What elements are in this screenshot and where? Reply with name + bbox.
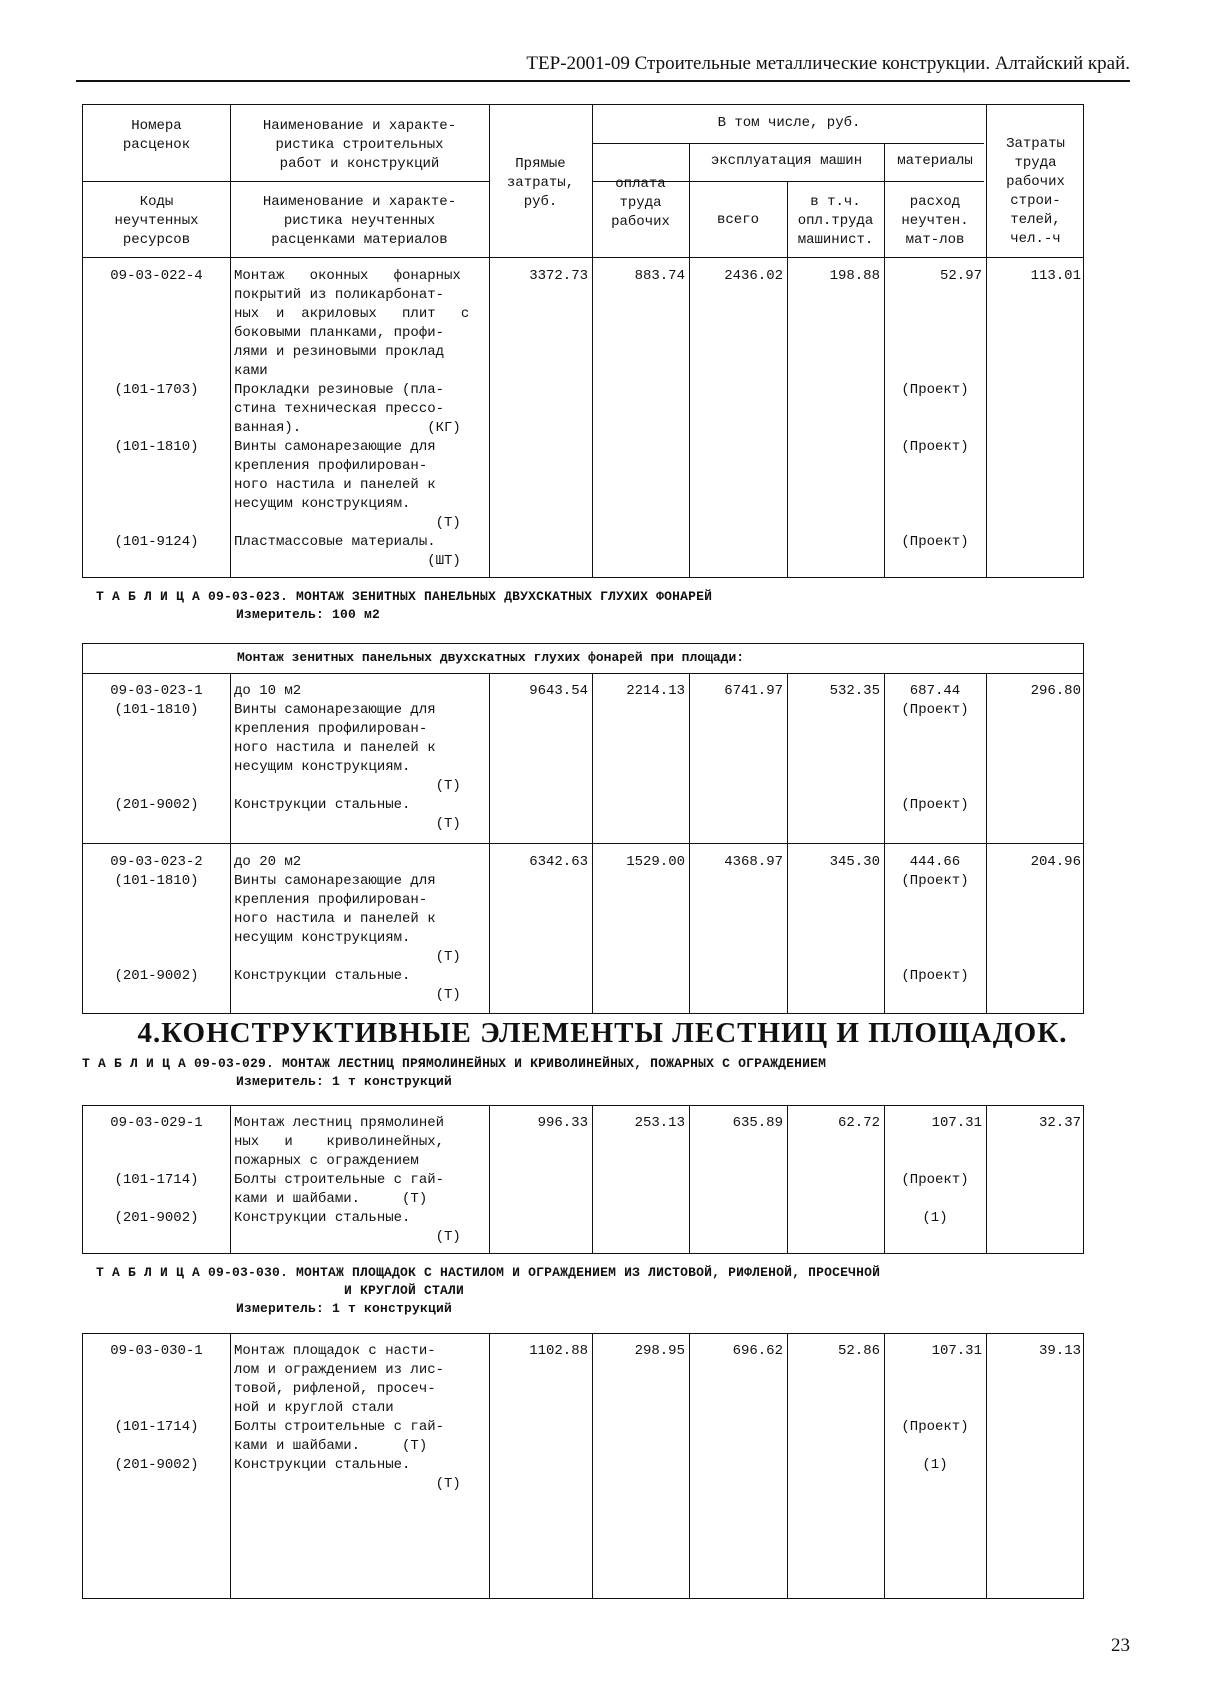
operators-cost: 62.72 — [837, 1115, 880, 1131]
labor-cost: 296.80 — [1030, 683, 1081, 699]
header-materials-usage: расход неучтен. мат-лов — [901, 194, 969, 248]
table-030-measure: Измеритель: 1 т конструкций — [236, 1301, 453, 1316]
labor-cost: 204.96 — [1030, 854, 1081, 870]
page-number: 23 — [1111, 1635, 1130, 1656]
header-work-name: Наименование и характе- ристика строительных работ и конструкций — [262, 118, 457, 172]
resource-value: (Проект) — [901, 439, 969, 455]
table-023-subheader: Монтаж зенитных панельных двухскатных глухих фонарей при площади: — [237, 650, 745, 665]
table-030 — [82, 1333, 1084, 1599]
resource-value: (Проект) — [901, 534, 969, 550]
header-machines: эксплуатация машин — [710, 153, 863, 169]
direct-cost: 6342.63 — [529, 854, 588, 870]
rate-name: Монтаж площадок с насти- лом и ограждением из лис- товой, рифленой, просеч- ной и круглой стали — [234, 1343, 445, 1416]
materials-cost: 52.97 — [939, 268, 982, 284]
resource-value: (Проект) — [901, 797, 969, 813]
rate-name: Монтаж оконных фонарных покрытий из поликарбонат- ных и акриловых плит с боковыми планками, профи- лями и резиновыми проклад ками — [234, 268, 470, 379]
direct-cost: 9643.54 — [529, 683, 588, 699]
operators-cost: 198.88 — [829, 268, 880, 284]
resource-value: (1) — [922, 1457, 948, 1473]
resource-code: (101-9124) — [114, 534, 199, 550]
resource-name: Конструкции стальные. (Т) — [234, 1457, 461, 1492]
resource-name: Прокладки резиновые (пла- стина техническая прессо- ванная). (КГ) — [234, 382, 461, 436]
header-resource-codes: Коды неучтенных ресурсов — [114, 194, 199, 248]
materials-cost: 444.66 (Проект) — [901, 854, 969, 889]
resource-name: Пластмассовые материалы. (ШТ) — [234, 534, 461, 569]
resource-name: Винты самонарезающие для крепления профилирован- ного настила и панелей к несущим конструкциям. (Т) — [234, 439, 461, 531]
materials-cost: 107.31 — [931, 1115, 982, 1131]
main-table — [82, 104, 1084, 578]
operators-cost: 52.86 — [837, 1343, 880, 1359]
table-029-caption: Т А Б Л И Ц А 09-03-029. МОНТАЖ ЛЕСТНИЦ ПРЯМОЛИНЕЙНЫХ И КРИВОЛИНЕЙНЫХ, ПОЖАРНЫХ С ОГРАЖДЕНИЕМ — [82, 1056, 827, 1071]
machines-cost: 6741.97 — [724, 683, 783, 699]
wage-cost: 1529.00 — [626, 854, 685, 870]
running-header-text: ТЕР-2001-09 Строительные металлические конструкции. Алтайский край. — [526, 53, 1130, 74]
direct-cost: 3372.73 — [529, 268, 588, 284]
machines-cost: 635.89 — [732, 1115, 783, 1131]
rate-code: 09-03-023-1 (101-1810) — [110, 683, 203, 718]
rate-code: 09-03-030-1 — [110, 1343, 203, 1359]
table-029 — [82, 1105, 1084, 1254]
header-materials: материалы — [897, 153, 973, 169]
labor-cost: 39.13 — [1038, 1343, 1081, 1359]
labor-cost: 32.37 — [1038, 1115, 1081, 1131]
table-023 — [82, 643, 1084, 1014]
resource-name: Конструкции стальные. (Т) — [234, 968, 461, 1003]
resource-name: Болты строительные с гай- ками и шайбами. (Т) — [234, 1172, 445, 1207]
rate-name: Монтаж лестниц прямолиней ных и криволинейных, пожарных с ограждением — [234, 1115, 445, 1169]
resource-code: (101-1810) — [114, 439, 199, 455]
header-machines-total: всего — [716, 212, 759, 228]
wage-cost: 298.95 — [634, 1343, 685, 1359]
resource-value: (Проект) — [901, 382, 969, 398]
wage-cost: 883.74 — [634, 268, 685, 284]
resource-code: (101-1714) — [114, 1172, 199, 1188]
wage-cost: 2214.13 — [626, 683, 685, 699]
resource-name: Конструкции стальные. (Т) — [234, 797, 461, 832]
section-title: 4.КОНСТРУКТИВНЫЕ ЭЛЕМЕНТЫ ЛЕСТНИЦ И ПЛОЩАДОК. — [137, 1017, 1068, 1049]
table-030-caption-line2: И КРУГЛОЙ СТАЛИ — [344, 1283, 465, 1298]
header-machines-operators: в т.ч. опл.труда машинист. — [797, 194, 874, 248]
resource-name: Болты строительные с гай- ками и шайбами. (Т) — [234, 1419, 445, 1454]
table-023-measure: Измеритель: 100 м2 — [236, 607, 381, 622]
resource-code: (201-9002) — [114, 797, 199, 813]
rate-code: 09-03-023-2 (101-1810) — [110, 854, 203, 889]
resource-code: (101-1703) — [114, 382, 199, 398]
materials-cost: 687.44 (Проект) — [901, 683, 969, 718]
header-rate-numbers: Номера расценок — [122, 118, 191, 153]
header-direct-costs: Прямые затраты, руб. — [506, 156, 575, 210]
resource-code: (201-9002) — [114, 1457, 199, 1473]
rate-code: 09-03-029-1 — [110, 1115, 203, 1131]
rate-name: до 10 м2 Винты самонарезающие для крепления профилирован- ного настила и панелей к несущим конструкциям. (Т) — [234, 683, 461, 794]
header-wage: оплата труда рабочих — [611, 176, 670, 230]
header-including: В том числе, руб. — [717, 115, 861, 131]
resource-value: (Проект) — [901, 968, 969, 984]
resource-value: (Проект) — [901, 1172, 969, 1188]
operators-cost: 345.30 — [829, 854, 880, 870]
wage-cost: 253.13 — [634, 1115, 685, 1131]
running-header — [76, 50, 1130, 82]
labor-cost: 113.01 — [1030, 268, 1081, 284]
resource-value: (Проект) — [901, 1419, 969, 1435]
table-029-measure: Измеритель: 1 т конструкций — [236, 1074, 453, 1089]
resource-code: (201-9002) — [114, 968, 199, 984]
resource-name: Конструкции стальные. (Т) — [234, 1210, 461, 1245]
table-030-caption: Т А Б Л И Ц А 09-03-030. МОНТАЖ ПЛОЩАДОК С НАСТИЛОМ И ОГРАЖДЕНИЕМ ИЗ ЛИСТОВОЙ, РИФЛЕНОЙ, ПРОСЕЧНОЙ — [96, 1265, 881, 1280]
resource-code: (101-1714) — [114, 1419, 199, 1435]
direct-cost: 996.33 — [537, 1115, 588, 1131]
machines-cost: 4368.97 — [724, 854, 783, 870]
machines-cost: 696.62 — [732, 1343, 783, 1359]
resource-code: (201-9002) — [114, 1210, 199, 1226]
rate-code: 09-03-022-4 — [110, 268, 203, 284]
rate-name: до 20 м2 Винты самонарезающие для крепления профилирован- ного настила и панелей к несущим конструкциям. (Т) — [234, 854, 461, 965]
header-material-names: Наименование и характе- ристика неучтенных расценками материалов — [262, 194, 457, 248]
direct-cost: 1102.88 — [529, 1343, 588, 1359]
table-023-caption: Т А Б Л И Ц А 09-03-023. МОНТАЖ ЗЕНИТНЫХ ПАНЕЛЬНЫХ ДВУХСКАТНЫХ ГЛУХИХ ФОНАРЕЙ — [96, 589, 713, 604]
operators-cost: 532.35 — [829, 683, 880, 699]
materials-cost: 107.31 — [931, 1343, 982, 1359]
header-labor: Затраты труда рабочих строи- телей, чел.-ч — [1006, 136, 1065, 247]
resource-value: (1) — [922, 1210, 948, 1226]
machines-cost: 2436.02 — [724, 268, 783, 284]
